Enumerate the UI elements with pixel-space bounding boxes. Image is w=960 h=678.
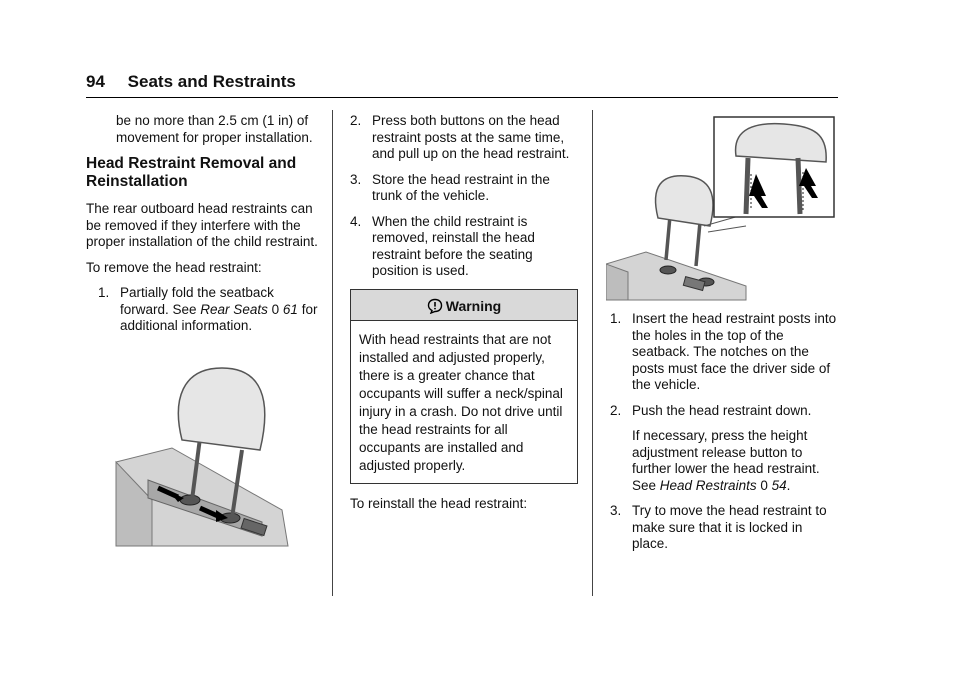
list-item: 2. Push the head restraint down. <box>610 402 812 418</box>
cross-reference-link[interactable]: Head Restraints <box>659 477 757 493</box>
page-ref-number[interactable]: 54 <box>771 477 787 493</box>
page-header <box>86 72 296 92</box>
cross-reference-link[interactable]: Rear Seats <box>200 301 268 317</box>
warning-box <box>350 289 578 485</box>
column-right <box>610 311 840 562</box>
step-number: 1. <box>98 285 110 300</box>
column-divider-2 <box>592 110 593 596</box>
remove-lead: To remove the head restraint: <box>86 259 262 275</box>
warning-icon <box>427 298 443 314</box>
step-text: Partially fold the seatback forward. See Rear Seats 0 61 for additional information. <box>120 285 318 333</box>
page-number: 94 <box>86 72 105 91</box>
note-paragraph: If necessary, press the height adjustment release button to further lower the head restraint. See Head Restraints 0 54. <box>632 428 820 493</box>
header-rule <box>86 97 838 98</box>
intro-paragraph: The rear outboard head restraints can be removed if they interfere with the proper installation of the child restraint. <box>86 201 318 249</box>
list-item: 3. Store the head restraint in the trunk of the vehicle. <box>350 171 550 203</box>
list-item: 1. Insert the head restraint posts into the holes in the top of the seatback. The notches on the posts must face the driver side of the vehicle. <box>610 311 837 392</box>
column-middle <box>350 113 578 522</box>
warning-title: Warning <box>445 297 502 314</box>
column-divider-1 <box>332 110 333 596</box>
list-item: 2. Press both buttons on the head restraint posts at the same time, and pull up on the head restraint. <box>350 113 570 161</box>
page-ref-symbol: 0 <box>271 301 280 317</box>
section-title: Seats and Restraints <box>127 72 296 91</box>
list-item: 4. When the child restraint is removed, reinstall the head restraint before the seating position is used. <box>350 213 535 278</box>
list-item: 3. Try to move the head restraint to make sure that it is locked in place. <box>610 503 827 551</box>
page-ref-symbol: 0 <box>760 477 768 493</box>
reinstall-lead: To reinstall the head restraint: <box>350 496 528 511</box>
section-heading: Head Restraint Removal and Reinstallation <box>86 155 297 190</box>
page-ref-number[interactable]: 61 <box>282 301 298 317</box>
column-left <box>86 113 322 344</box>
headrest-removal-illustration <box>112 360 292 550</box>
warning-header <box>351 290 577 322</box>
continued-text: be no more than 2.5 cm (1 in) of movement for proper installation. <box>116 113 313 145</box>
list-item <box>86 285 322 335</box>
headrest-reinstall-illustration <box>606 114 838 302</box>
warning-text: With head restraints that are not installed and adjusted properly, there is a greater chance that occupants will suffer a neck/spinal injury in a crash. Do not drive until the head restraints for all occupants are installed and adjusted properly. <box>359 332 563 473</box>
